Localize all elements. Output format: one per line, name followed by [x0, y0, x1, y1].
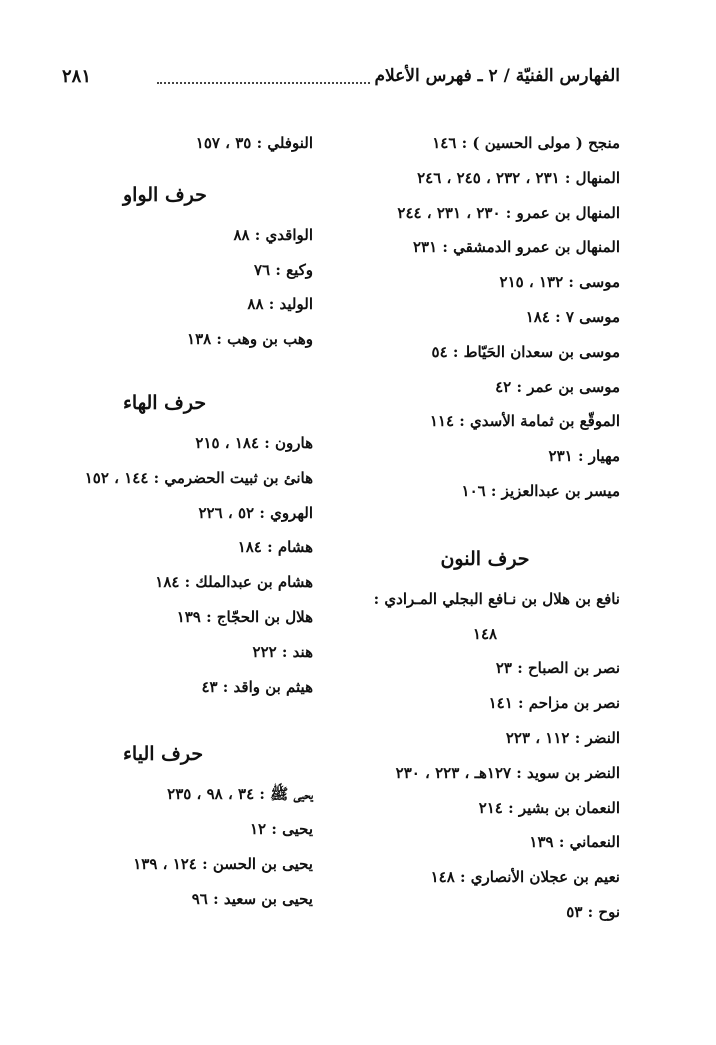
- section-heading-nun: حرف النون: [440, 547, 530, 570]
- index-entry: نعيم بن عجلان الأنصاري : ١٤٨: [430, 868, 620, 887]
- index-entry: النعماني : ١٣٩: [529, 833, 620, 852]
- index-entry: المنهال : ٢٣١ ، ٢٣٢ ، ٢٤٥ ، ٢٤٦: [417, 168, 620, 187]
- index-entry: هيثم بن واقد : ٤٣: [201, 677, 313, 696]
- index-entry: هانئ بن ثبيت الحضرمي : ١٤٤ ، ١٥٢: [84, 468, 313, 487]
- index-entry: يحيى بن الحسن : ١٢٤ ، ١٣٩: [133, 854, 313, 873]
- index-entry: الهروي : ٥٢ ، ٢٢٦: [198, 503, 313, 522]
- index-entry: هشام : ١٨٤: [237, 538, 313, 557]
- index-entry: نصر بن مزاحم : ١٤١: [488, 694, 620, 713]
- index-entry: مهيار : ٢٣١: [548, 447, 620, 466]
- index-entry: النعمان بن بشير : ٢١٤: [478, 798, 620, 817]
- header-dot-leader: [157, 82, 370, 84]
- index-entry: يحيى ﷺ : ٣٤ ، ٩٨ ، ٢٣٥: [167, 785, 313, 804]
- index-entry: وهب بن وهب : ١٣٨: [187, 330, 313, 349]
- index-entry: المنهال بن عمرو : ٢٣٠ ، ٢٣١ ، ٢٤٤: [397, 203, 620, 222]
- index-entry: النضر بن سويد : ١٢٧هـ ، ٢٢٣ ، ٢٣٠: [395, 763, 620, 782]
- index-entry: موسى بن عمر : ٤٢: [495, 377, 620, 396]
- index-entry: هارون : ١٨٤ ، ٢١٥: [195, 433, 313, 452]
- index-entry: يحيى : ١٢: [250, 820, 313, 839]
- index-entry: هلال بن الحجّاج : ١٣٩: [176, 607, 313, 626]
- index-entry: الموقّع بن ثمامة الأسدي : ١١٤: [429, 412, 620, 431]
- index-entry: يحيى بن سعيد : ٩٦: [191, 889, 313, 908]
- index-entry: موسى : ١٣٢ ، ٢١٥: [499, 273, 620, 292]
- index-entry: منجح ( مولى الحسين ) : ١٤٦: [432, 134, 620, 152]
- index-entry: الواقدي : ٨٨: [233, 225, 313, 244]
- section-heading-ha: حرف الهاء: [123, 391, 207, 414]
- index-entry: موسى ٧ : ١٨٤: [525, 307, 620, 326]
- index-entry: نوح : ٥٣: [566, 902, 620, 921]
- index-entry: الوليد : ٨٨: [247, 295, 313, 314]
- index-entry: نافع بن هلال بن نـافع البجلي المـرادي :: [373, 589, 620, 608]
- index-entry: هند : ٢٢٢: [252, 642, 313, 661]
- section-heading-waw: حرف الواو: [123, 183, 207, 206]
- index-entry: المنهال بن عمرو الدمشقي : ٢٣١: [413, 238, 620, 257]
- index-entry: وكيع : ٧٦: [253, 260, 313, 279]
- page-number: ٢٨١: [62, 66, 92, 87]
- index-column-left: [43, 126, 313, 917]
- index-entry: النوفلي : ٣٥ ، ١٥٧: [195, 134, 313, 152]
- section-heading-ya: حرف الياء: [123, 743, 204, 766]
- index-column-right: [350, 126, 620, 930]
- header-title: الفهارس الفنيّة / ٢ ـ فهرس الأعلام: [374, 66, 620, 86]
- index-entry-continuation: ١٤٨: [472, 624, 498, 643]
- index-entry: ميسر بن عبدالعزيز : ١٠٦: [461, 481, 620, 500]
- running-header: [62, 66, 620, 96]
- index-entry: النضر : ١١٢ ، ٢٢٣: [505, 728, 620, 747]
- index-entry: نصر بن الصباح : ٢٣: [495, 659, 620, 678]
- index-entry: هشام بن عبدالملك : ١٨٤: [155, 573, 313, 592]
- index-entry: موسى بن سعدان الحَيّاط : ٥٤: [431, 342, 620, 361]
